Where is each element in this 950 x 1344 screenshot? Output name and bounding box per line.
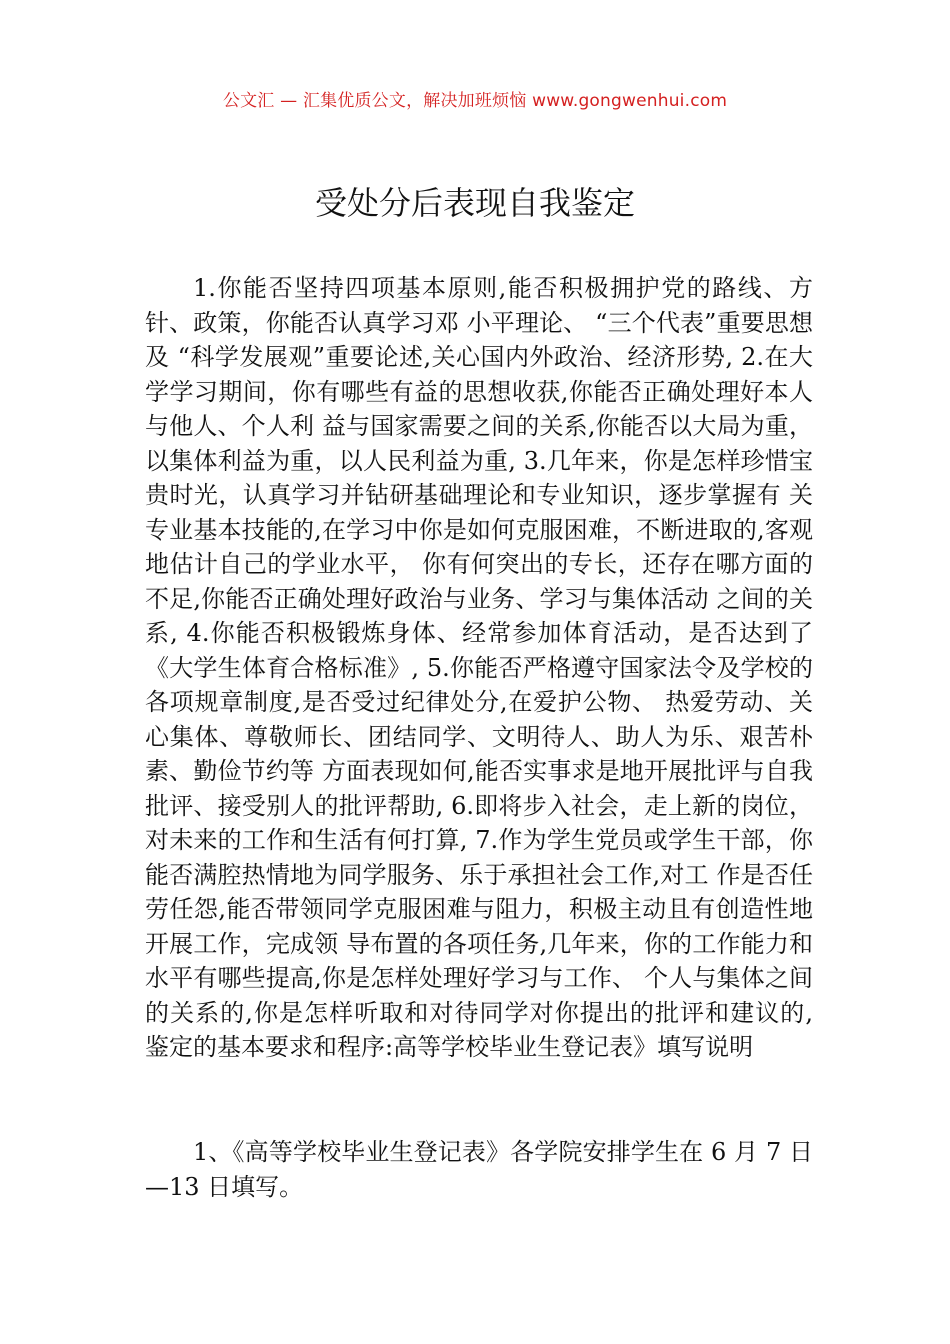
site-banner: 公文汇 — 汇集优质公文，解决加班烦恼 www.gongwenhui.com: [222, 91, 728, 111]
body-paragraph-2: 1、《高等学校毕业生登记表》各学院安排学生在 6 月 7 日—13 日填写。: [145, 1138, 813, 1201]
body-paragraph-1: 1.你能否坚持四项基本原则,能否积极拥护党的路线、方针、政策，你能否认真学习邓 小平理论、 “三个代表”重要思想及 “科学发展观”重要论述,关心国内外政治、经济形势, 2.在大学学习期间，你有哪些有益的思想收获,你能否正确处理好本人与他人、个人利 益与国家需要之间的关系,你能否以大局为重，以集体利益为重，以人民利益为重, 3.几年来，你是怎样珍惜宝贵时光，认真学习并钻研基础理论和专业知识，逐步掌握有 关专业基本技能的,在学习中你是如何克服困难，不断进取的,客观地估计自己的学业水平， 你有何突出的专长，还存在哪方面的不足,你能否正确处理好政治与业务、学习与集体活动 之间的关系, 4.你能否积极锻炼身体、经常参加体育活动，是否达到了《大学生体育合格标准》, 5.你能否严格遵守国家法令及学校的各项规章制度,是否受过纪律处分,在爱护公物、 热爱劳动、关心集体、尊敬师长、团结同学、文明待人、助人为乐、艰苦朴素、勤俭节约等 方面表现如何,能否实事求是地开展批评与自我批评、接受别人的批评帮助, 6.即将步入社会，走上新的岗位，对未来的工作和生活有何打算, 7.作为学生党员或学生干部，你能否满腔热情地为同学服务、乐于承担社会工作,对工 作是否任劳任怨,能否带领同学克服困难与阻力，积极主动且有创造性地开展工作，完成领 导布置的各项任务,几年来，你的工作能力和水平有哪些提高,你是怎样处理好学习与工作、 个人与集体之间的关系的,你是怎样听取和对待同学对你提出的批评和建议的, 鉴定的基本要求和程序:高等学校毕业生登记表》填写说明: [145, 274, 813, 1061]
document-title: 受处分后表现自我鉴定: [314, 184, 635, 222]
